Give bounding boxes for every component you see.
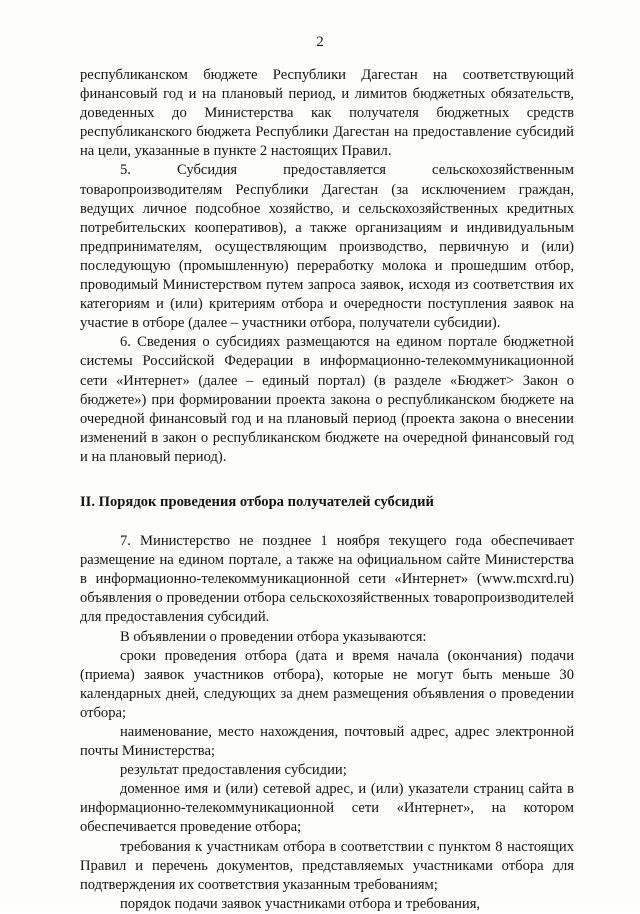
paragraph-ministry-address: наименование, место нахождения, почтовый адрес, адрес электронной почты Министерства; <box>80 724 574 760</box>
paragraph-continuation: республиканском бюджете Республики Дагестан на соответствующий финансовый год и на плановый период, и лимитов бюджетных обязательств, доведенных до Министерства как получателя бюджетных средств республиканского бюджета Республики Дагестан на предоставление субсидий на цели, указанные в пункте 2 настоящих Правил. <box>80 67 574 160</box>
paragraph-item-5: 5. Субсидия предоставляется сельскохозяйственным товаропроизводителям Республики Дагестан (за исключением граждан, ведущих личное подсобное хозяйство, и сельскохозяйственных кредитных потребительских кооперативов), а также организациям и индивидуальным предпринимателям, осуществляющим производство, первичную и (или) последующую (промышленную) переработку молока и прошедшим отбор, проводимый Министерством путем запроса заявок, исходя из соответствия их категориям и (или) критериям отбора и очередности поступления заявок на участие в отборе (далее – участники отбора, получатели субсидии). <box>80 162 574 332</box>
page-number: 2 <box>316 34 324 50</box>
paragraph-selection-terms: сроки проведения отбора (дата и время начала (окончания) подачи (приема) заявок участников отбора), которые не могут быть меньше 30 календарных дней, следующих за днем размещения объявления о проведении отбора; <box>80 647 574 721</box>
section-heading: II. Порядок проведения отбора получателей субсидий <box>80 493 434 510</box>
paragraph-subsidy-result: результат предоставления субсидии; <box>120 762 347 779</box>
paragraph-application-procedure: порядок подачи заявок участниками отбора и требования, <box>120 895 481 912</box>
paragraph-domain-name: доменное имя и (или) сетевой адрес, и (или) указатели страниц сайта в информационно-телекоммуникационной сети «Интернет», на котором обеспечивается проведение отбора; <box>80 781 574 836</box>
paragraph-item-7: 7. Министерство не позднее 1 ноября текущего года обеспечивает размещение на едином портале, а также на официальном сайте Министерства в информационно-телекоммуникационной сети «Интернет» (www.mcxrd.ru) объявления о проведении отбора сельскохозяйственных товаропроизводителей для предоставления субсидий. <box>80 533 574 626</box>
paragraph-announcement-intro: В объявлении о проведении отбора указываются: <box>120 628 427 645</box>
paragraph-item-6: 6. Сведения о субсидиях размещаются на едином портале бюджетной системы Российской Федерации в информационно-телекоммуникационной сети «Интернет» (далее – единый портал) (в разделе «Бюджет> Закон о бюджете») при формировании проекта закона о республиканском бюджете на очередной финансовый год и на плановый период (проекта закона о внесении изменений в закон о республиканском бюджете на очередной финансовый год и на плановый период). <box>80 334 574 465</box>
document-body <box>80 66 574 914</box>
paragraph-participant-requirements: требования к участникам отбора в соответствии с пунктом 8 настоящих Правил и перечень документов, представляемых участниками отбора для подтверждения их соответствия указанным требованиям; <box>80 838 574 893</box>
